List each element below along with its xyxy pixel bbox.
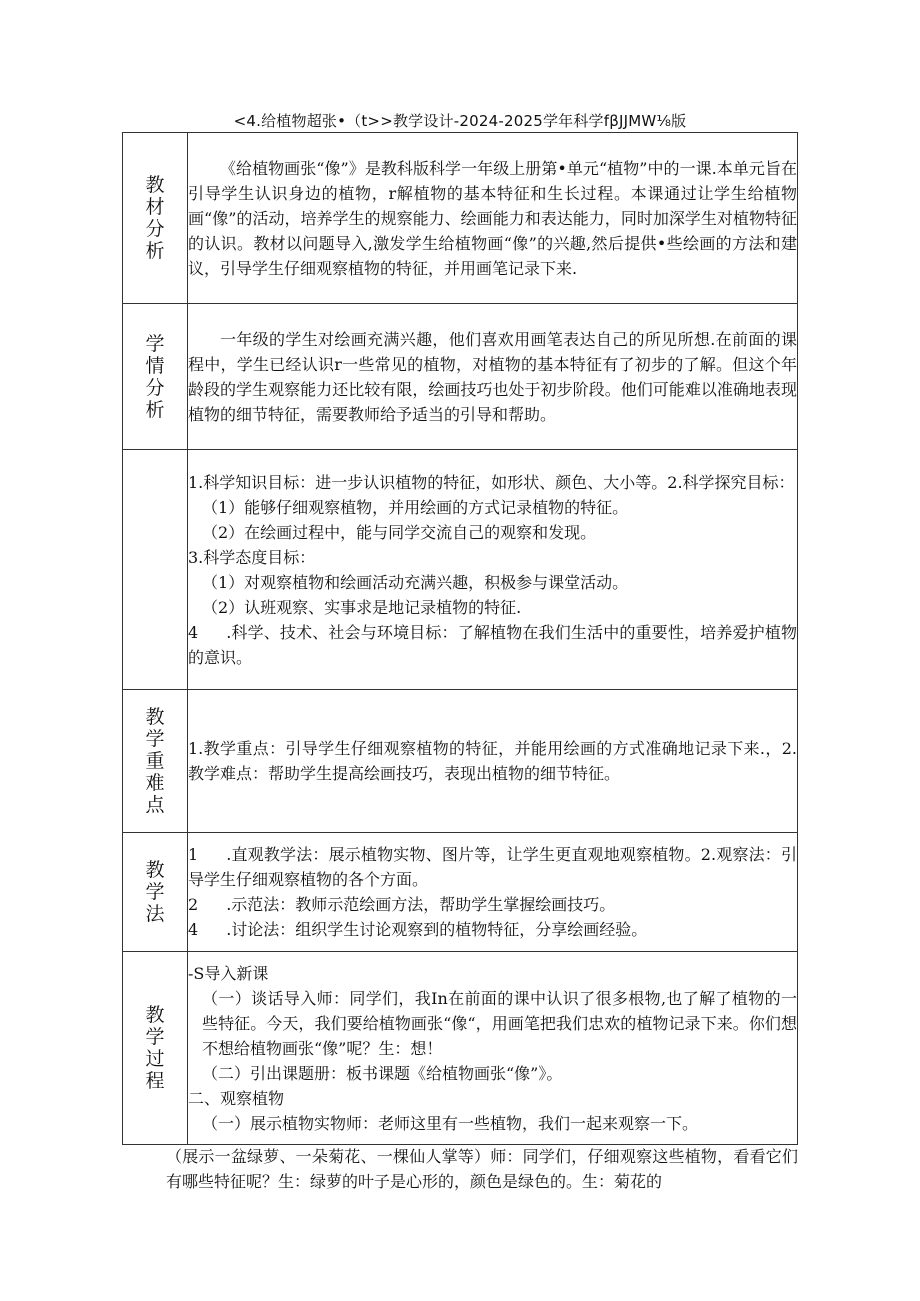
content-cell bbox=[188, 133, 798, 304]
process-line: -S导入新课 bbox=[188, 963, 269, 983]
label-cell-empty bbox=[123, 450, 188, 690]
textbook-analysis-text: 《给植物画张“像”》是教科版科学一年级上册第•单元“植物”中的一课.本单元旨在引导学生认识身边的植物，r解植物的基本特征和生长过程。本课通过让学生给植物画“像”的活动，培养学生的规察能力、绘画能力和表达能力，同时加深学生对植物特征的认识。教材以问题导入,激发学生给植物画“像”的兴趣,然后提供•些绘画的方法和建议，引导学生仔细观察植物的特征，并用画笔记录下来. bbox=[188, 158, 797, 278]
method-text: .讨论法：组织学生讨论观察到的植物特征，分享绘画经验。 bbox=[226, 920, 648, 939]
label-cell bbox=[123, 133, 188, 304]
table-row-textbook bbox=[123, 133, 798, 304]
row-label-students: 学情分析 bbox=[145, 332, 165, 421]
page-title: <4.给植物超张•（t>>教学设计-2024-2025学年科学fβJJMW⅛版 bbox=[233, 112, 687, 130]
content-cell bbox=[188, 450, 798, 690]
table-row-methods bbox=[123, 833, 798, 952]
goal-line: （2）在绘画过程中，能与同学交流自己的观察和发现。 bbox=[202, 522, 597, 542]
goal-line: （1）对观察植物和绘画活动充满兴趣，积极参与课堂活动。 bbox=[202, 572, 629, 592]
goal-text: .科学、技术、社会与环境目标：了解植物在我们生活中的重要性，培养爱护植物的意识。 bbox=[188, 622, 797, 667]
goal-line: 3.科学态度目标： bbox=[188, 547, 316, 567]
keypoints-text: 1.教学重点：引导学生仔细观察植物的特征，并能用绘画的方式准确地记录下来.，2.教学难点：帮助学生提高绘画技巧，表现出植物的细节特征。 bbox=[188, 739, 797, 783]
table-row-process bbox=[123, 952, 798, 1145]
method-text: .直观教学法：展示植物实物、图片等，让学生更直观地观察植物。2.观察法：引导学生仔细观察植物的各个方面。 bbox=[188, 845, 797, 889]
table-row-keypoints bbox=[123, 690, 798, 833]
row-label-keypoints: 教学重难点 bbox=[145, 706, 165, 816]
method-item bbox=[188, 892, 797, 917]
content-cell bbox=[188, 833, 798, 952]
process-line: （二）引出课题册：板书课题《给植物画张“像”》。 bbox=[202, 1063, 563, 1083]
process-line: （一）谈话导入师：同学们，我In在前面的课中认识了很多根物,也了解了植物的一些特征。今天，我们要给植物画张“像“，用画笔把我们忠欢的植物记录下来。你们想不想给植物画张“像”呢？生：想！ bbox=[202, 988, 797, 1058]
goal-number: 4 bbox=[188, 622, 199, 642]
row-label-process: 教学过程 bbox=[145, 1004, 165, 1092]
method-item bbox=[188, 917, 797, 942]
method-number: 4 bbox=[188, 920, 199, 939]
student-analysis-text: 一年级的学生对绘画充满兴趣，他们喜欢用画笔表达自己的所见所想.在前面的课程中，学生已经认识r一些常见的植物，对植物的基本特征有了初步的了解。但这个年龄段的学生观察能力还比较有限，绘画技巧也处于初步阶段。他们可能难以准确地表现植物的细节特征，需要教师给予适当的引导和帮助。 bbox=[188, 329, 797, 424]
row-label-methods: 教学法 bbox=[145, 859, 165, 925]
method-number: 2 bbox=[188, 895, 199, 914]
content-cell bbox=[188, 690, 798, 833]
process-line: 二、观察植物 bbox=[188, 1088, 285, 1108]
method-item bbox=[188, 842, 797, 892]
goal-line bbox=[188, 620, 797, 670]
label-cell bbox=[123, 833, 188, 952]
table-row-students bbox=[123, 304, 798, 450]
process-line: （一）展示植物实物师：老师这里有一些植物，我们一起来观察一下。 bbox=[202, 1113, 699, 1133]
method-text: .示范法：教师示范绘画方法，帮助学生掌握绘画技巧。 bbox=[226, 895, 616, 914]
table-row-goals bbox=[123, 450, 798, 690]
label-cell bbox=[123, 690, 188, 833]
label-cell bbox=[123, 952, 188, 1145]
lesson-plan-table bbox=[122, 132, 798, 1145]
continuation-text: （展示一盆绿萝、一朵菊花、一棵仙人掌等）师：同学们，仔细观察这些植物，看看它们有哪些特征呢？生：绿萝的叶子是心形的，颜色是绿色的。生：菊花的 bbox=[166, 1147, 798, 1191]
content-cell bbox=[188, 952, 798, 1145]
goal-line: 1.科学知识目标：进一步认识植物的特征，如形状、颜色、大小等。2.科学探究目标： bbox=[188, 472, 795, 492]
goal-line: （2）认班观察、实事求是地记录植物的特征. bbox=[202, 597, 522, 617]
goal-line: （1）能够仔细观察植物，并用绘画的方式记录植物的特征。 bbox=[202, 497, 629, 517]
label-cell bbox=[123, 304, 188, 450]
method-number: 1 bbox=[188, 845, 199, 864]
row-label-textbook: 教材分析 bbox=[145, 174, 165, 262]
content-cell bbox=[188, 304, 798, 450]
